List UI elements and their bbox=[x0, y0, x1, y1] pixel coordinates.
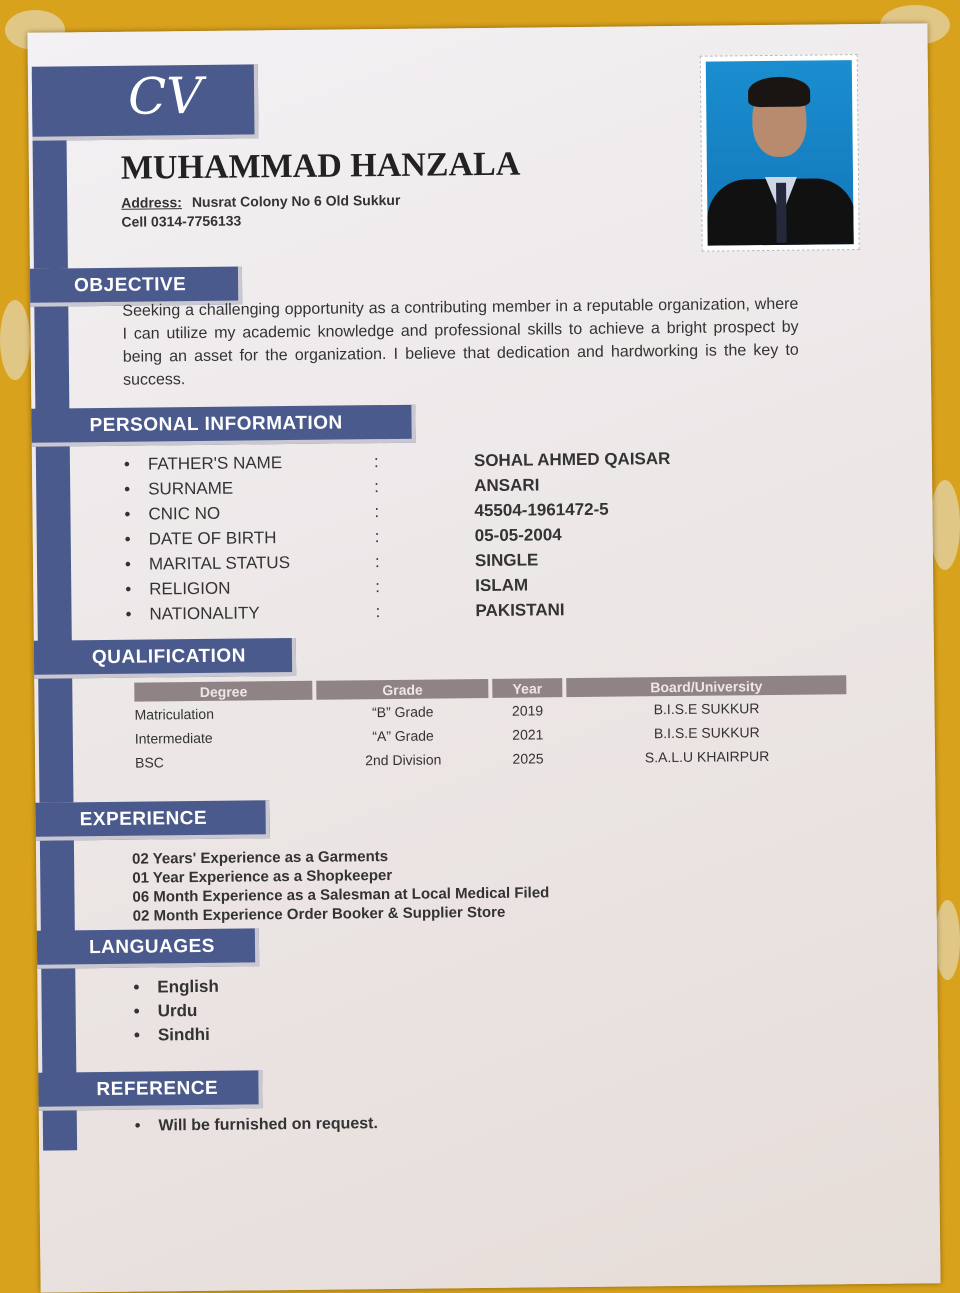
table-cell: Intermediate bbox=[134, 729, 213, 747]
address: Nusrat Colony No 6 Old Sukkur bbox=[191, 191, 401, 211]
field-value: SINGLE bbox=[474, 549, 539, 570]
reference-text: • Will be furnished on request. bbox=[135, 1115, 378, 1136]
field-value: 45504-1961472-5 bbox=[474, 499, 609, 520]
field-value: 05-05-2004 bbox=[474, 524, 562, 545]
separator: : bbox=[375, 576, 381, 596]
table-cell: BSC bbox=[134, 753, 164, 771]
side-bar bbox=[36, 442, 72, 647]
experience-item: 06 Month Experience as a Salesman at Local Medical Filed bbox=[132, 884, 550, 906]
contact-info bbox=[121, 191, 401, 232]
side-bar bbox=[38, 677, 73, 802]
table-cell: Matriculation bbox=[134, 705, 215, 723]
table-cell: B.I.S.E SUKKUR bbox=[653, 723, 760, 741]
section-personal-information: PERSONAL INFORMATION bbox=[31, 405, 415, 447]
field-value: PAKISTANI bbox=[475, 599, 565, 620]
side-bar bbox=[40, 840, 75, 940]
address-label: Address: bbox=[121, 194, 182, 211]
table-cell: 2019 bbox=[511, 701, 544, 719]
profile-photo bbox=[700, 54, 860, 252]
cv-title: CV bbox=[32, 64, 259, 140]
experience-list bbox=[132, 845, 550, 925]
table-cell: “A” Grade bbox=[372, 727, 434, 744]
field-label: • DATE OF BIRTH bbox=[125, 527, 375, 550]
table-cell: “B” Grade bbox=[371, 703, 434, 720]
experience-item: 02 Years' Experience as a Garments bbox=[131, 848, 389, 868]
side-bar bbox=[34, 302, 69, 412]
table-cell: 2021 bbox=[512, 725, 544, 743]
experience-item: 01 Year Experience as a Shopkeeper bbox=[132, 866, 393, 887]
column-header: Year bbox=[492, 678, 562, 698]
field-label: • RELIGION bbox=[125, 577, 375, 600]
section-experience: EXPERIENCE bbox=[35, 800, 269, 840]
side-bar bbox=[41, 967, 76, 1077]
section-qualification: QUALIFICATION bbox=[34, 638, 296, 679]
personal-info-list bbox=[124, 446, 672, 627]
side-bar bbox=[43, 1110, 77, 1150]
field-value: ISLAM bbox=[475, 575, 529, 595]
separator: : bbox=[374, 501, 380, 521]
table-cell: 2025 bbox=[512, 749, 544, 767]
cv-document bbox=[27, 23, 940, 1292]
languages-list bbox=[133, 975, 219, 1048]
separator: : bbox=[374, 476, 380, 496]
table-cell: B.I.S.E SUKKUR bbox=[653, 699, 760, 717]
objective-text: Seeking a challenging opportunity as a contributing member in a reputable organization, where I can utilize my academic knowledge and professional skills to achieve a bright prospect by being an asset for the organization. I believe that dedication and hardworking is the key to success. bbox=[122, 295, 799, 389]
cell-number: Cell 0314-7756133 bbox=[121, 212, 242, 230]
field-label: • SURNAME bbox=[124, 477, 374, 500]
separator: : bbox=[373, 451, 379, 471]
candidate-name: MUHAMMAD HANZALA bbox=[120, 145, 521, 187]
field-value: ANSARI bbox=[474, 474, 540, 495]
field-label: • MARITAL STATUS bbox=[125, 552, 375, 575]
language-item: • Sindhi bbox=[134, 1023, 220, 1048]
separator: : bbox=[374, 551, 380, 571]
language-item: • English bbox=[133, 975, 219, 1000]
separator: : bbox=[375, 601, 381, 621]
qualification-table bbox=[130, 674, 851, 775]
column-header: Degree bbox=[134, 681, 313, 702]
section-languages: LANGUAGES bbox=[37, 928, 259, 968]
experience-item: 02 Month Experience Order Booker & Supplier Store bbox=[132, 903, 506, 925]
table-cell: S.A.L.U KHAIRPUR bbox=[644, 747, 770, 765]
section-objective: OBJECTIVE bbox=[30, 267, 242, 307]
language-item: • Urdu bbox=[134, 999, 220, 1024]
separator: : bbox=[374, 526, 380, 546]
field-label: • CNIC NO bbox=[124, 502, 374, 525]
table-cell: 2nd Division bbox=[365, 750, 442, 768]
column-header: Board/University bbox=[566, 675, 846, 697]
field-value: SOHAL AHMED QAISAR bbox=[473, 448, 671, 470]
field-label: • NATIONALITY bbox=[125, 602, 375, 625]
column-header: Grade bbox=[317, 679, 489, 700]
personal-info-row bbox=[125, 596, 672, 627]
section-reference: REFERENCE bbox=[38, 1070, 262, 1110]
field-label: • FATHER'S NAME bbox=[124, 452, 374, 475]
